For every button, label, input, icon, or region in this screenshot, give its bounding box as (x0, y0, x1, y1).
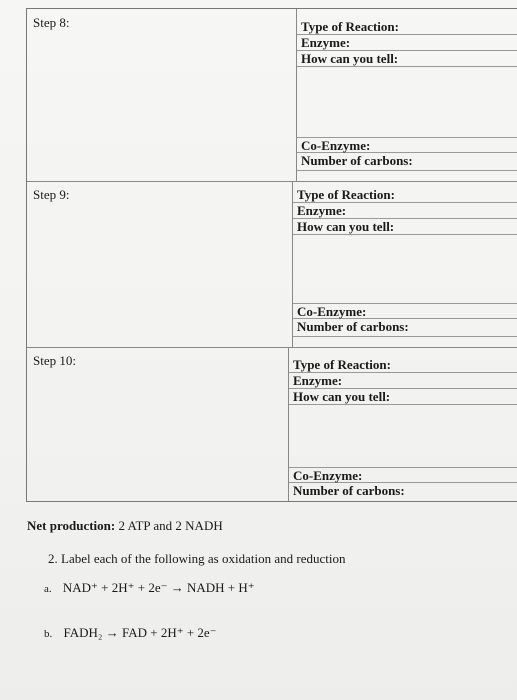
step-10-row (27, 347, 517, 501)
enzyme-field[interactable]: Enzyme: (293, 203, 517, 219)
co-enzyme-field[interactable]: Co-Enzyme: (289, 467, 517, 483)
item-b-equation: FADH₂ → FAD + 2H⁺ + 2e⁻ (63, 625, 217, 640)
net-production-value: 2 ATP and 2 NADH (118, 518, 223, 533)
enzyme-field[interactable]: Enzyme: (297, 35, 517, 51)
net-production-label: Net production: (27, 518, 116, 533)
net-production-line (27, 518, 223, 534)
type-of-reaction-field[interactable]: Type of Reaction: (289, 357, 517, 373)
item-a-equation: NAD⁺ + 2H⁺ + 2e⁻ → NADH + H⁺ (62, 580, 255, 595)
how-can-you-tell-field[interactable]: How can you tell: (293, 219, 517, 235)
enzyme-field[interactable]: Enzyme: (289, 373, 517, 389)
how-can-you-tell-field[interactable]: How can you tell: (297, 51, 517, 67)
question-2: 2. Label each of the following as oxidation and reduction (48, 551, 346, 566)
step-9-fields (292, 181, 517, 347)
step-10-fields (288, 347, 517, 501)
number-of-carbons-field[interactable]: Number of carbons: (293, 319, 517, 337)
number-of-carbons-field[interactable]: Number of carbons: (297, 153, 517, 171)
type-of-reaction-field[interactable]: Type of Reaction: (297, 19, 517, 35)
item-b (44, 625, 217, 641)
type-of-reaction-field[interactable]: Type of Reaction: (293, 187, 517, 203)
item-a (44, 580, 255, 596)
step-label: Step 9: (33, 187, 70, 202)
number-of-carbons-field[interactable]: Number of carbons: (293, 483, 405, 498)
step-9-row (27, 181, 517, 348)
step-8-row (27, 9, 517, 182)
co-enzyme-field[interactable]: Co-Enzyme: (297, 137, 517, 153)
step-label: Step 10: (33, 353, 76, 368)
how-can-you-tell-field[interactable]: How can you tell: (289, 389, 517, 405)
step-8-fields (296, 9, 517, 181)
step-label: Step 8: (33, 15, 70, 30)
co-enzyme-field[interactable]: Co-Enzyme: (293, 303, 517, 319)
steps-table (26, 8, 517, 502)
item-b-marker: b. (44, 628, 53, 640)
item-a-marker: a. (44, 583, 52, 595)
